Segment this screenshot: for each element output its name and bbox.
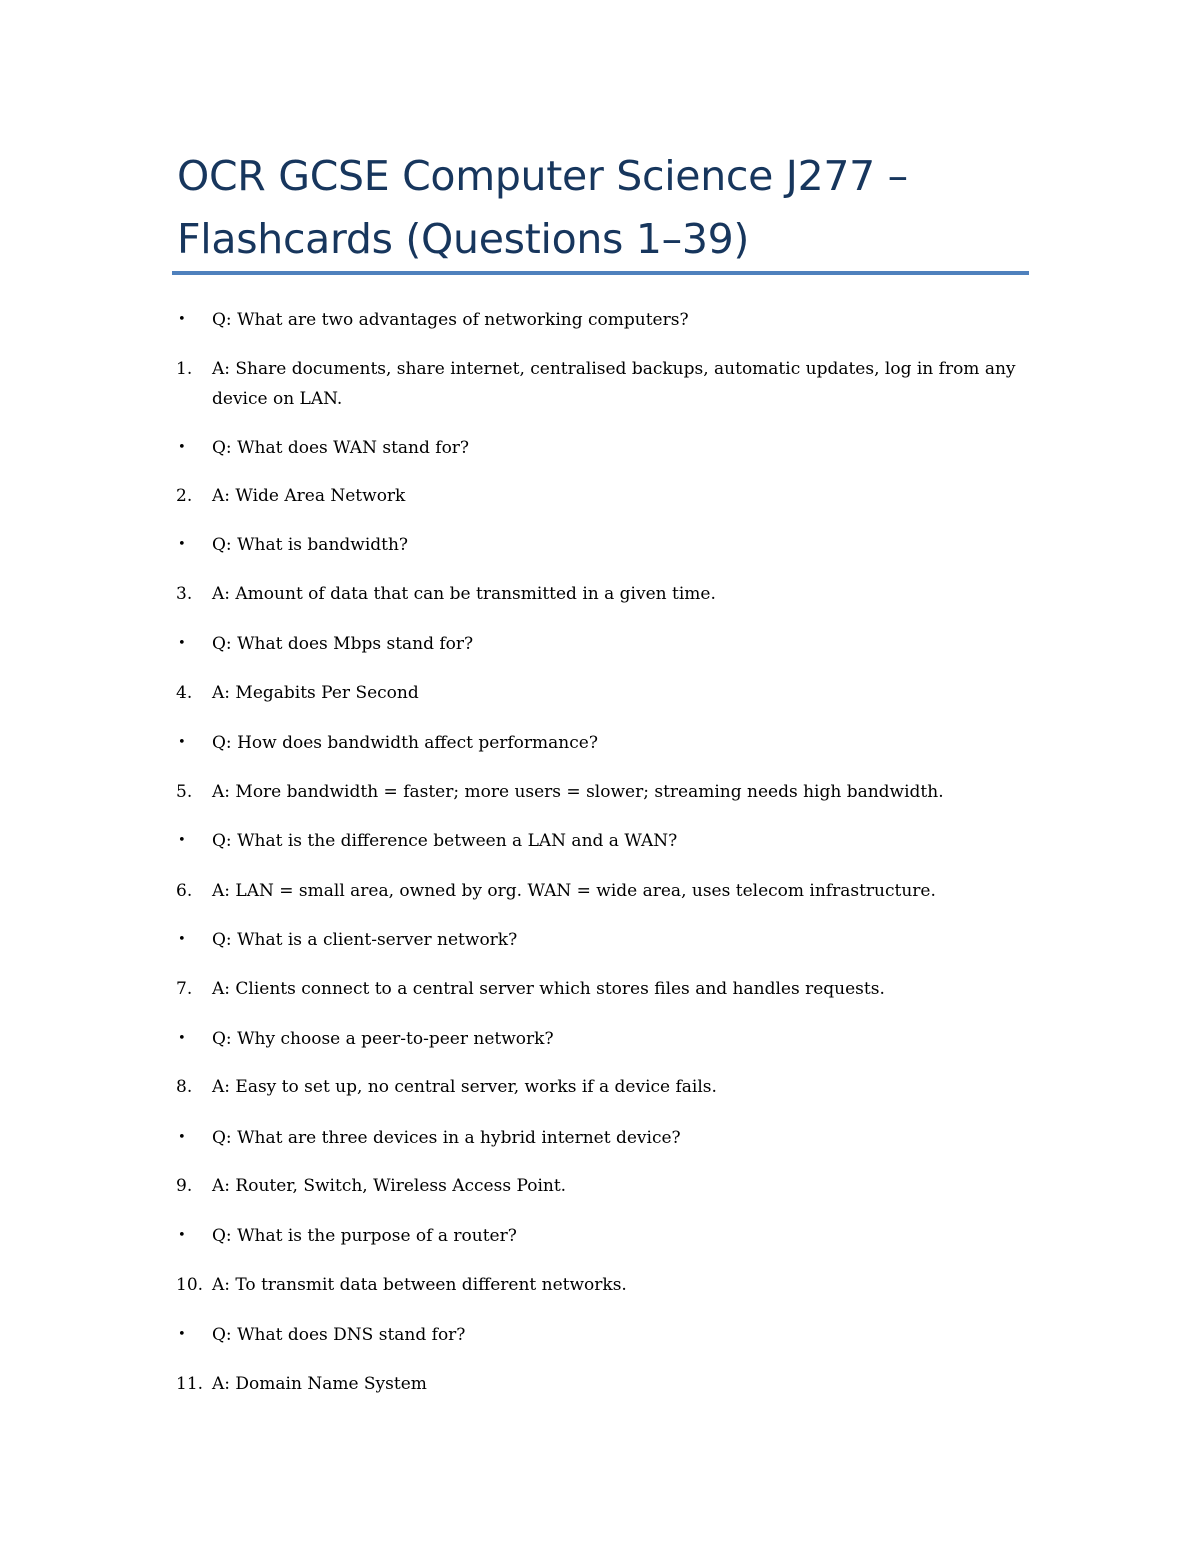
- question-text: Q: What does DNS stand for?: [212, 1325, 466, 1345]
- question-text: Q: What are two advantages of networking computers?: [212, 310, 689, 330]
- question-text: Q: Why choose a peer-to-peer network?: [212, 1029, 554, 1049]
- number-marker: 2.: [176, 486, 193, 506]
- question-text: Q: What does WAN stand for?: [212, 438, 470, 458]
- bullet-marker: •: [178, 1031, 186, 1046]
- answer-text: A: Amount of data that can be transmitted in a given time.: [212, 584, 716, 604]
- question-text: Q: What does Mbps stand for?: [212, 634, 474, 654]
- bullet-marker: •: [178, 1130, 186, 1145]
- answer-text: A: Clients connect to a central server which stores files and handles requests.: [212, 979, 885, 999]
- bullet-marker: •: [178, 636, 186, 651]
- number-marker: 6.: [176, 881, 193, 901]
- answer-text: A: LAN = small area, owned by org. WAN = wide area, uses telecom infrastructure.: [212, 881, 936, 901]
- number-marker: 8.: [176, 1077, 193, 1097]
- title-underline: [172, 271, 1029, 275]
- answer-text: A: Domain Name System: [212, 1374, 427, 1394]
- bullet-marker: •: [178, 440, 186, 455]
- answer-text: A: Easy to set up, no central server, works if a device fails.: [212, 1077, 717, 1097]
- question-text: Q: What are three devices in a hybrid internet device?: [212, 1128, 681, 1148]
- bullet-marker: •: [178, 932, 186, 947]
- number-marker: 7.: [176, 979, 193, 999]
- bullet-marker: •: [178, 833, 186, 848]
- number-marker: 4.: [176, 683, 193, 703]
- number-marker: 1.: [176, 359, 193, 379]
- number-marker: 5.: [176, 782, 193, 802]
- answer-text: A: More bandwidth = faster; more users = slower; streaming needs high bandwidth.: [212, 782, 944, 802]
- number-marker: 10.: [176, 1275, 204, 1295]
- bullet-marker: •: [178, 735, 186, 750]
- bullet-marker: •: [178, 1228, 186, 1243]
- bullet-marker: •: [178, 312, 186, 327]
- answer-text: A: Megabits Per Second: [212, 683, 419, 703]
- question-text: Q: What is the difference between a LAN and a WAN?: [212, 831, 678, 851]
- answer-text: A: Share documents, share internet, centralised backups, automatic updates, log in from any device on LAN.: [212, 359, 1016, 409]
- answer-text: A: To transmit data between different networks.: [212, 1275, 627, 1295]
- question-text: Q: How does bandwidth affect performance?: [212, 733, 598, 753]
- page-title: OCR GCSE Computer Science J277 – Flashcards (Questions 1–39): [177, 152, 908, 263]
- question-text: Q: What is a client-server network?: [212, 930, 518, 950]
- bullet-marker: •: [178, 1327, 186, 1342]
- number-marker: 3.: [176, 584, 193, 604]
- answer-text: A: Wide Area Network: [212, 486, 406, 506]
- number-marker: 9.: [176, 1176, 193, 1196]
- answer-text: A: Router, Switch, Wireless Access Point.: [212, 1176, 567, 1196]
- question-text: Q: What is bandwidth?: [212, 535, 409, 555]
- number-marker: 11.: [176, 1374, 204, 1394]
- bullet-marker: •: [178, 537, 186, 552]
- question-text: Q: What is the purpose of a router?: [212, 1226, 517, 1246]
